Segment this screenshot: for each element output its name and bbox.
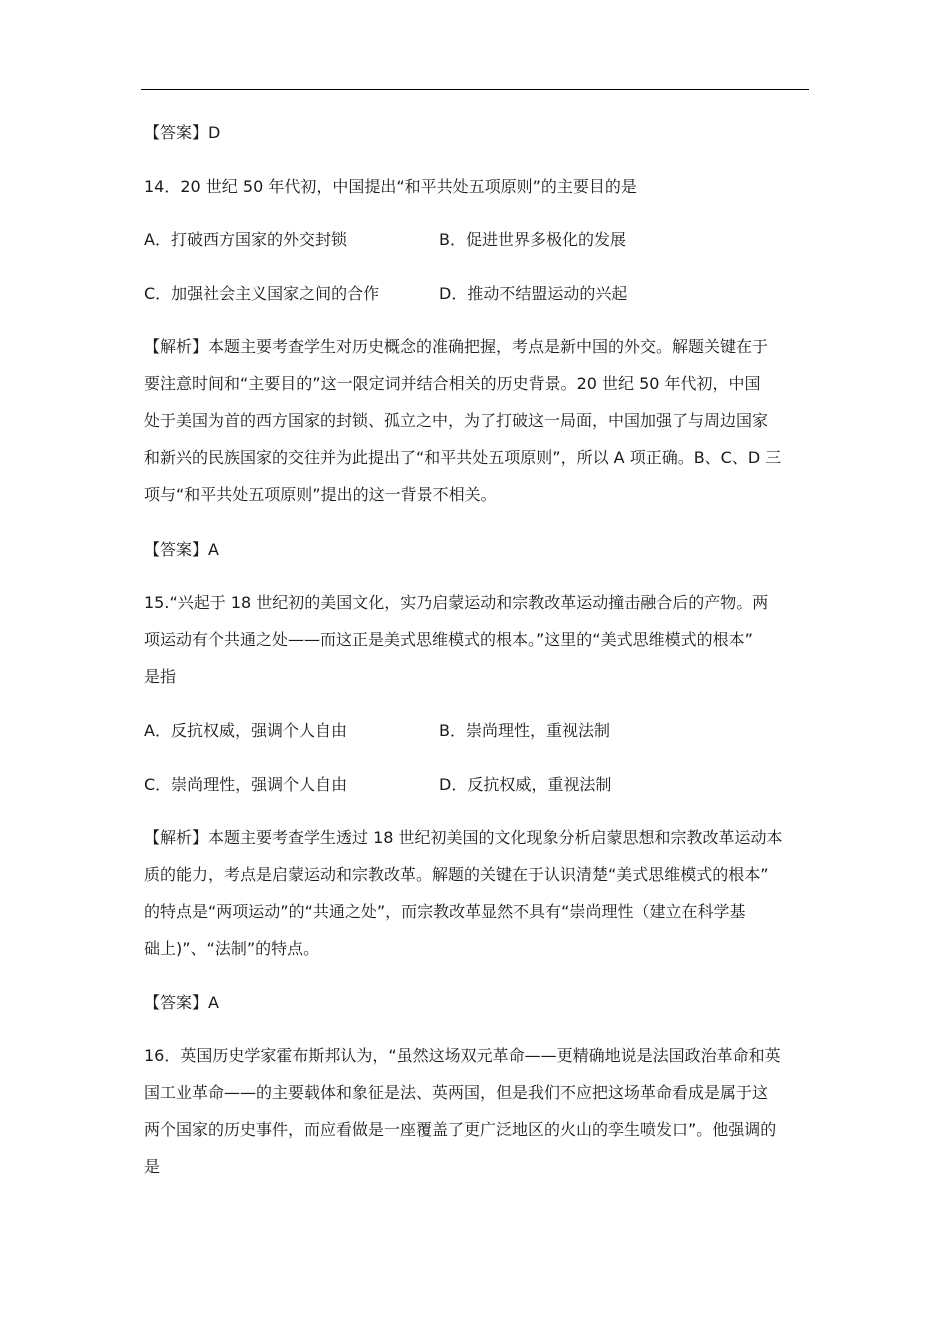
q14-analysis-line: 处于美国为首的西方国家的封锁、孤立之中，为了打破这一局面，中国加强了与周边国家 xyxy=(144,411,769,430)
q15-analysis-line: 础上)”、“法制”的特点。 xyxy=(144,939,320,958)
q14-option-b: B．促进世界多极化的发展 xyxy=(439,230,626,249)
q15-option-a: A．反抗权威，强调个人自由 xyxy=(144,721,347,740)
q15-stem-line: 15.“兴起于 18 世纪初的美国文化，实乃启蒙运动和宗教改革运动撞击融合后的产物。两 xyxy=(144,593,769,612)
q15-analysis-line: 的特点是“两项运动”的“共通之处”，而宗教改革显然不具有“崇尚理性（建立在科学基 xyxy=(144,902,746,921)
q15-answer: 【答案】A xyxy=(144,993,219,1012)
q13-answer: 【答案】D xyxy=(144,123,221,142)
q15-stem-line: 是指 xyxy=(144,667,177,686)
q14-option-c: C．加强社会主义国家之间的合作 xyxy=(144,284,380,303)
q14-answer: 【答案】A xyxy=(144,540,219,559)
q14-analysis-line: 项与“和平共处五项原则”提出的这一背景不相关。 xyxy=(144,485,497,504)
q16-stem-line: 16．英国历史学家霍布斯邦认为，“虽然这场双元革命——更精确地说是法国政治革命和英 xyxy=(144,1046,781,1065)
q15-option-c: C．崇尚理性，强调个人自由 xyxy=(144,775,348,794)
header-rule xyxy=(141,89,809,90)
q15-option-d: D．反抗权威，重视法制 xyxy=(439,775,612,794)
q16-stem-line: 是 xyxy=(144,1157,161,1176)
q16-stem-line: 两个国家的历史事件，而应看做是一座覆盖了更广泛地区的火山的孪生喷发口”。他强调的 xyxy=(144,1120,777,1139)
q16-stem-line: 国工业革命——的主要载体和象征是法、英两国，但是我们不应把这场革命看成是属于这 xyxy=(144,1083,769,1102)
q15-analysis-line: 质的能力，考点是启蒙运动和宗教改革。解题的关键在于认识清楚“美式思维模式的根本” xyxy=(144,865,769,884)
q14-analysis-line: 【解析】本题主要考查学生对历史概念的准确把握，考点是新中国的外交。解题关键在于 xyxy=(144,337,769,356)
q14-analysis-line: 要注意时间和“主要目的”这一限定词并结合相关的历史背景。20 世纪 50 年代初，中国 xyxy=(144,374,761,393)
q14-stem: 14．20 世纪 50 年代初，中国提出“和平共处五项原则”的主要目的是 xyxy=(144,177,637,196)
q15-analysis-line: 【解析】本题主要考查学生透过 18 世纪初美国的文化现象分析启蒙思想和宗教改革运动本 xyxy=(144,828,783,847)
q15-option-b: B．崇尚理性，重视法制 xyxy=(439,721,610,740)
q14-option-d: D．推动不结盟运动的兴起 xyxy=(439,284,628,303)
q14-analysis-line: 和新兴的民族国家的交往并为此提出了“和平共处五项原则”，所以 A 项正确。B、C、D 三 xyxy=(144,448,782,467)
q15-stem-line: 项运动有个共通之处——而这正是美式思维模式的根本。”这里的“美式思维模式的根本” xyxy=(144,630,753,649)
q14-option-a: A．打破西方国家的外交封锁 xyxy=(144,230,347,249)
